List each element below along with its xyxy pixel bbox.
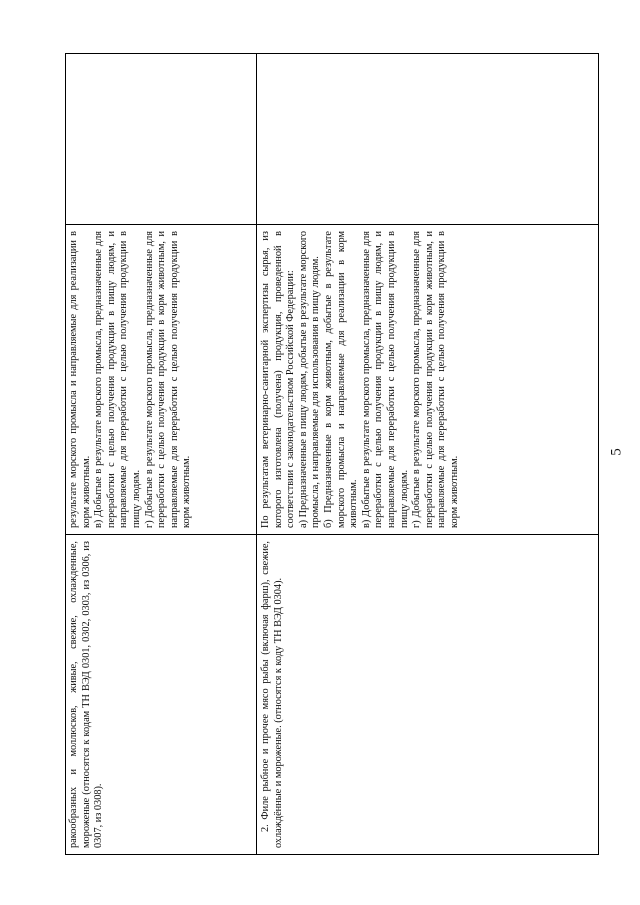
condition-text: б) Предназначенные в корм животным, добытые в результате морского промысла и направляемые для реализации в корм животным.: [322, 231, 360, 528]
condition-text: По результатам ветеринарно-санитарной экспертизы сырья, из которого изготовлена (получена) продукция, проведенной в соответствии с законодательством Российской Федерации:: [260, 231, 297, 528]
rotated-page-content: [65, 53, 599, 855]
table-row-1-product: [68, 541, 106, 848]
condition-text: результате морского промысла и направляемые для реализации в корм животным.: [68, 231, 92, 528]
product-text: ракообразных и моллюсков, живые, свежие, охлажденные, мороженые (относятся к кодам ТН ВЭД 0301, 0302, 0303, из 0306, из 0307, из 0308).: [68, 541, 105, 848]
product-column: [66, 534, 598, 854]
regulation-table: [65, 53, 599, 855]
table-row-2-conditions: [260, 231, 462, 528]
table-row-1-conditions: [68, 231, 194, 528]
page-number: 5: [608, 448, 625, 456]
condition-text: в) Добытые в результате морского промысла, предназначенные для переработки с целью получения продукции в пищу людям, и направляемые для переработки с целью получения продукции в пищу людям.: [93, 231, 142, 528]
table-row-2-product: [260, 541, 285, 848]
condition-text: г) Добытые в результате морского промысла, предназначенные для переработки с целью получения продукции в корм животным, и направляемые для переработки с целью получения продукции в корм животным.: [411, 231, 460, 528]
empty-column: [66, 54, 598, 224]
condition-text: а) Предназначенные в пищу людям, добытые в результате морского промысла, и направляемые для использования в пищу людям.: [297, 231, 322, 528]
condition-text: в) Добытые в результате морского промысла, предназначенные для переработки с целью получения продукции в пищу людям, и направляемые для переработки с целью получения продукции в пищу людям.: [360, 231, 410, 528]
conditions-column: [66, 224, 598, 534]
product-text: 2. Филе рыбное и прочее мясо рыбы (включая фарш), свежие, охлаждённые и мороженые. (относятся к коду ТН ВЭД 0304).: [260, 541, 284, 848]
condition-text: г) Добытые в результате морского промысла, предназначенные для переработки с целью получения продукции в корм животным, и направляемые для переработки с целью получения продукции в корм животным.: [143, 231, 193, 528]
